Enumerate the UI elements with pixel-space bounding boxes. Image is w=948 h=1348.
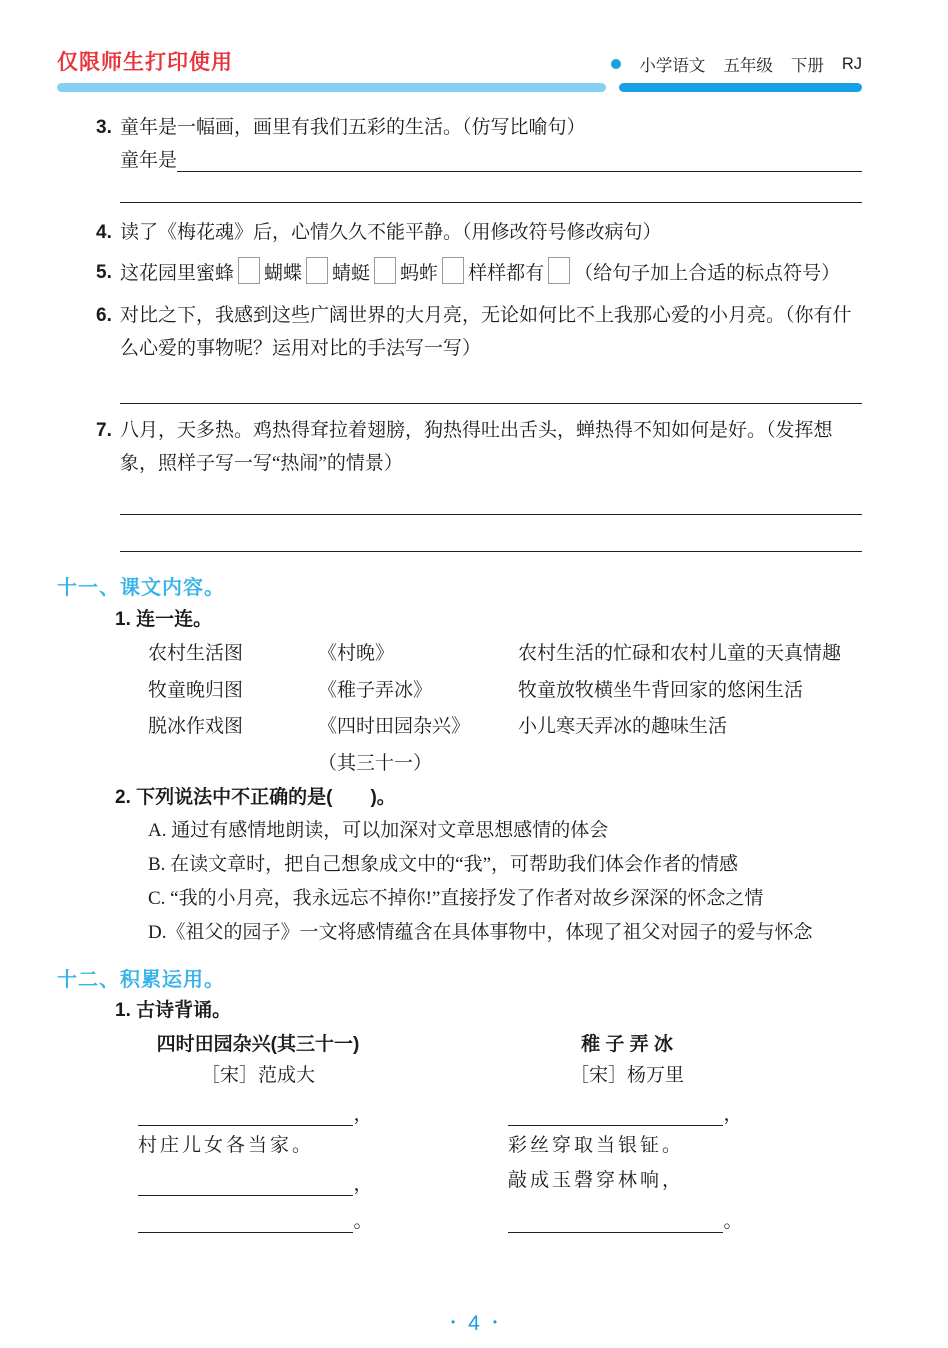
grade-label: 五年级 [723, 57, 773, 75]
match-item: 牧童晚归图 [148, 679, 244, 701]
question-3-number: 3. [96, 117, 112, 138]
question-5-segment: 样样都有 [468, 263, 545, 284]
punctuation-box [238, 257, 260, 284]
question-7-number: 7. [96, 420, 112, 441]
match-item: 《四时田园杂兴》 [318, 716, 471, 737]
question-4-number: 4. [96, 222, 112, 243]
poem-author: ［宋］杨万里 [569, 1065, 684, 1086]
answer-blank [138, 1160, 353, 1196]
poem-line-text: 彩丝穿取当银钲。 [508, 1135, 685, 1156]
header-divider [57, 83, 862, 92]
punctuation-box [548, 257, 570, 284]
poem-line-text: 村庄儿女各当家。 [138, 1135, 315, 1156]
question-5-number: 5. [96, 262, 112, 283]
question-3-text: 童年是一幅画，画里有我们五彩的生活。（仿写比喻句） [120, 117, 586, 138]
answer-blank [120, 480, 862, 515]
question-5-segment: 蜻蜓 [332, 263, 371, 284]
match-item: 脱冰作戏图 [148, 716, 244, 737]
question-3 [57, 112, 862, 203]
question-3-answer-row [120, 144, 862, 172]
option-d: D.《祖父的园子》一文将感情蕴含在具体事物中，体现了祖父对园子的爱与怀念 [148, 922, 813, 943]
poem-author: ［宋］范成大 [200, 1065, 315, 1086]
answer-blank [508, 1091, 723, 1126]
poem-line-blank: ， [138, 1092, 378, 1126]
edition-info [611, 52, 862, 76]
worksheet-body [0, 112, 948, 1233]
poem-line-blank: 。 [138, 1196, 378, 1233]
question-7-text: 八月，天多热。鸡热得耷拉着翅膀，狗热得吐出舌头，蝉热得不知如何是好。（发挥想象，照样子写一写“热闹”的情景） [120, 420, 833, 474]
section-eleven-title: 十一、课文内容。 [57, 577, 225, 599]
poem-title: 四时田园杂兴(其三十一) [156, 1034, 360, 1055]
option-c: C. “我的小月亮，我永远忘不掉你!”直接抒发了作者对故乡深深的怀念之情 [148, 888, 764, 909]
page-footer [0, 1312, 948, 1336]
footer-dot-icon: • [450, 1315, 456, 1329]
answer-blank [138, 1195, 353, 1233]
divider-bar-dark [619, 83, 862, 92]
match-item: 《稚子弄冰》 [318, 679, 433, 701]
edition-label: RJ [841, 54, 862, 73]
match-column-scenes [148, 636, 318, 782]
question-5 [57, 257, 862, 291]
match-item: 农村生活图 [148, 643, 244, 664]
question-6-text: 对比之下，我感到这些广阔世界的大月亮，无论如何比不上我那心爱的小月亮。（你有什么心爱的事物呢？运用对比的手法写一写） [120, 305, 852, 359]
match-item: 《村晚》 [318, 643, 395, 664]
match-column-descriptions [518, 636, 862, 782]
answer-blank [120, 178, 862, 203]
option-b: B. 在读文章时，把自己想象成文中的“我”，可帮助我们体会作者的情感 [148, 854, 739, 875]
divider-bar-light [57, 83, 606, 92]
punctuation-box [306, 257, 328, 284]
page-header [0, 0, 948, 92]
match-column-poems [318, 636, 518, 782]
question-5-note: （给句子加上合适的标点符号） [574, 263, 841, 284]
option-a: A. 通过有感情地朗读，可以加深对文章思想感情的体会 [148, 820, 609, 841]
poem-sishitianyuan [138, 1030, 378, 1233]
answer-blank [508, 1195, 723, 1233]
matching-exercise [57, 636, 862, 782]
volume-label: 下册 [790, 57, 824, 75]
poem-line-blank: 。 [508, 1196, 746, 1233]
question-4 [57, 217, 862, 249]
section-twelve-q1-label: 1. 古诗背诵。 [115, 1000, 232, 1021]
section-twelve-title: 十二、积累运用。 [57, 969, 225, 991]
section-eleven-q2-label: 2. 下列说法中不正确的是( )。 [115, 787, 396, 808]
answer-blank [120, 515, 862, 552]
poem-title: 稚 子 弄 冰 [581, 1034, 673, 1055]
answer-blank [138, 1091, 353, 1126]
question-6 [57, 299, 862, 365]
match-item: 农村生活的忙碌和农村儿童的天真情趣 [518, 643, 842, 664]
section-eleven-q1-label: 1. 连一连。 [115, 609, 213, 630]
poem-line-blank: ， [508, 1092, 746, 1126]
poem-line-text: 敲成玉磬穿林响， [508, 1170, 685, 1191]
subject-label: 小学语文 [639, 57, 706, 75]
punctuation-box [374, 257, 396, 284]
question-5-segment: 蚂蚱 [400, 263, 439, 284]
question-3-answer-prefix: 童年是 [120, 150, 178, 171]
match-item: （其三十一） [318, 752, 433, 774]
question-5-segment: 这花园里蜜蜂 [120, 263, 235, 284]
punctuation-box [442, 257, 464, 284]
answer-blank [177, 143, 862, 172]
question-6-number: 6. [96, 305, 112, 326]
poem-zhizinongbing [508, 1030, 746, 1233]
poem-line-blank: ， [138, 1161, 378, 1196]
answer-blank [120, 377, 862, 404]
question-5-text [120, 257, 862, 291]
question-5-segment: 蝴蝶 [264, 263, 303, 284]
print-notice: 仅限师生打印使用 [57, 51, 233, 74]
choice-options [57, 814, 862, 950]
match-item: 牧童放牧横坐牛背回家的悠闲生活 [518, 679, 804, 701]
page-number: 4 [468, 1312, 480, 1335]
match-item: 小儿寒天弄冰的趣味生活 [518, 716, 728, 737]
poem-recitation [57, 1030, 862, 1233]
question-7 [57, 414, 862, 480]
question-4-text: 读了《梅花魂》后，心情久久不能平静。（用修改符号修改病句） [120, 222, 662, 243]
bullet-dot-icon [611, 59, 621, 69]
footer-dot-icon: • [492, 1315, 498, 1329]
